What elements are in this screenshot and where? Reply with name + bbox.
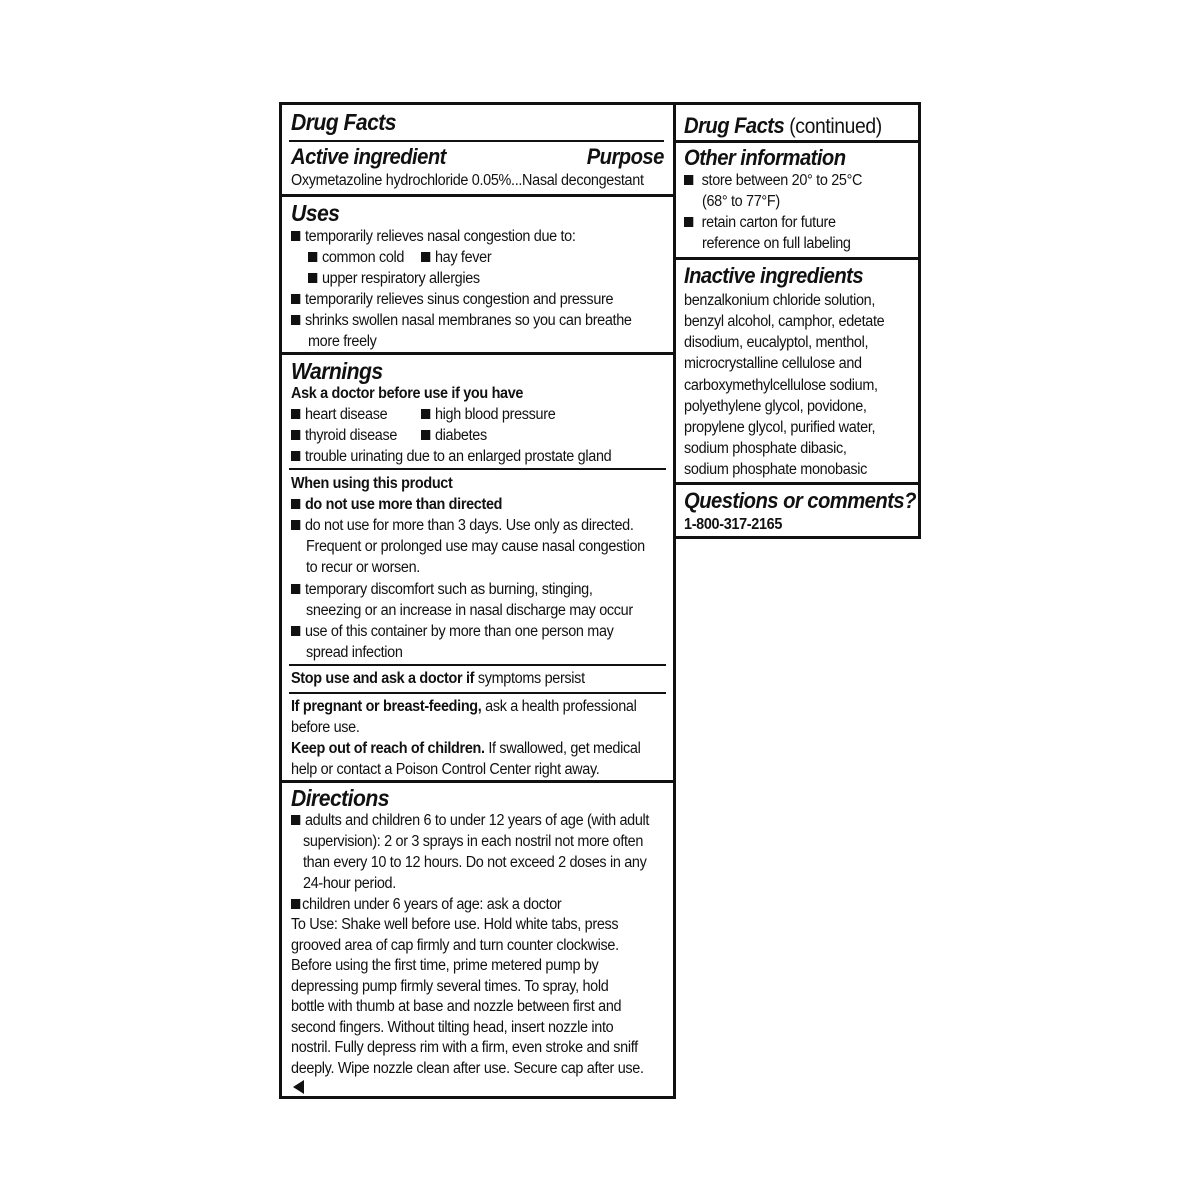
other-info-item-cont: reference on full labeling [702,235,851,252]
stop-use-line: Stop use and ask a doctor if symptoms persist [291,670,585,687]
directions-text: nostril. Fully depress rim with a firm, even stroke and sniff [291,1039,638,1056]
bullet-icon [291,584,300,594]
divider [676,140,918,143]
other-info-item: retain carton for future [684,212,836,233]
bullet-icon [291,409,300,419]
bullet-icon [308,273,317,283]
bullet-icon [291,520,300,530]
directions-item: adults and children 6 to under 12 years of age (with adult [291,810,649,831]
continue-arrow-icon [293,1080,304,1094]
bullet-icon [684,217,693,227]
uses-subitem: upper respiratory allergies [308,268,480,289]
inactive-ingredients-heading: Inactive ingredients [684,263,864,288]
inactive-ingredients-line: benzyl alcohol, camphor, edetate [684,313,885,330]
bullet-icon [684,175,693,185]
divider [282,352,673,355]
when-using-heading: When using this product [291,475,453,492]
bullet-icon [291,626,300,636]
warnings-heading: Warnings [291,358,383,384]
when-using-item-cont: sneezing or an increase in nasal discharge may occur [306,602,633,619]
other-info-item-cont: (68° to 77°F) [702,193,780,210]
when-using-item: do not use more than directed [291,494,502,515]
uses-item: temporarily relieves nasal congestion due to: [291,226,576,247]
bullet-icon [291,815,300,825]
bullet-icon [421,252,430,262]
divider [289,692,666,694]
pregnant-line-cont: before use. [291,719,360,736]
divider [676,482,918,485]
bullet-icon [291,231,300,241]
bullet-icon [291,499,300,509]
purpose-heading: Purpose [586,144,664,169]
bullet-icon [291,451,300,461]
condition-item: trouble urinating due to an enlarged prostate gland [291,446,611,467]
other-info-item: store between 20° to 25°C [684,170,862,191]
inactive-ingredients-line: microcrystalline cellulose and [684,355,862,372]
inactive-ingredients-line: sodium phosphate monobasic [684,461,868,478]
condition-item: diabetes [421,425,487,446]
questions-heading: Questions or comments? [684,488,916,513]
when-using-item: use of this container by more than one person may [291,621,614,642]
when-using-item-cont: spread infection [306,644,403,661]
inactive-ingredients-line: benzalkonium chloride solution, [684,292,876,309]
directions-item-cont: supervision): 2 or 3 sprays in each nostril not more often [303,833,644,850]
active-ingredient-line: Oxymetazoline hydrochloride 0.05%...Nasal decongestant [291,172,644,189]
directions-text: depressing pump firmly several times. To spray, hold [291,978,609,995]
bullet-icon [291,430,300,440]
keep-out-line: Keep out of reach of children. If swallowed, get medical [291,740,641,757]
divider [282,194,673,197]
bullet-icon [421,430,430,440]
divider [676,257,918,260]
uses-heading: Uses [291,200,340,226]
drug-facts-continued-title: Drug Facts (continued) [684,113,882,138]
inactive-ingredients-line: carboxymethylcellulose sodium, [684,377,878,394]
when-using-item-cont: to recur or worsen. [306,559,420,576]
questions-phone: 1-800-317-2165 [684,516,783,533]
drug-facts-title: Drug Facts [291,109,397,135]
when-using-item-cont: Frequent or prolonged use may cause nasal congestion [306,538,645,555]
divider [282,780,673,783]
divider [289,140,664,142]
uses-subitem: hay fever [421,247,491,268]
drug-facts-right-panel [673,102,921,539]
directions-text: grooved area of cap firmly and turn counter clockwise. [291,937,619,954]
inactive-ingredients-line: disodium, eucalyptol, menthol, [684,334,869,351]
bullet-icon [291,899,300,909]
divider [289,468,666,470]
pregnant-line: If pregnant or breast-feeding, ask a health professional [291,698,637,715]
directions-text: Before using the first time, prime metered pump by [291,957,599,974]
uses-item: shrinks swollen nasal membranes so you can breathe [291,310,632,331]
inactive-ingredients-line: polyethylene glycol, povidone, [684,398,867,415]
uses-item-cont: more freely [308,333,377,350]
bullet-icon [291,294,300,304]
condition-item: thyroid disease [291,425,397,446]
directions-text: deeply. Wipe nozzle clean after use. Secure cap after use. [291,1060,644,1077]
drug-facts-left-panel [279,102,676,1099]
inactive-ingredients-line: sodium phosphate dibasic, [684,440,847,457]
when-using-item: do not use for more than 3 days. Use only as directed. [291,515,634,536]
uses-item: temporarily relieves sinus congestion and pressure [291,289,613,310]
directions-text: To Use: Shake well before use. Hold white tabs, press [291,916,619,933]
directions-item-cont: than every 10 to 12 hours. Do not exceed 2 doses in any [303,854,647,871]
directions-text: second fingers. Without tilting head, insert nozzle into [291,1019,614,1036]
bullet-icon [308,252,317,262]
when-using-item: temporary discomfort such as burning, stinging, [291,579,593,600]
directions-text: bottle with thumb at base and nozzle between first and [291,998,622,1015]
bullet-icon [291,315,300,325]
keep-out-line-cont: help or contact a Poison Control Center right away. [291,761,600,778]
divider [289,664,666,666]
active-ingredient-heading: Active ingredient [291,144,446,169]
directions-heading: Directions [291,785,389,811]
bullet-icon [421,409,430,419]
directions-item-cont: 24-hour period. [303,875,396,892]
directions-item: children under 6 years of age: ask a doctor [291,894,561,915]
uses-subitem: common cold [308,247,404,268]
condition-item: heart disease [291,404,387,425]
condition-item: high blood pressure [421,404,555,425]
inactive-ingredients-line: propylene glycol, purified water, [684,419,876,436]
ask-doctor-heading: Ask a doctor before use if you have [291,385,524,402]
other-info-heading: Other information [684,145,846,170]
